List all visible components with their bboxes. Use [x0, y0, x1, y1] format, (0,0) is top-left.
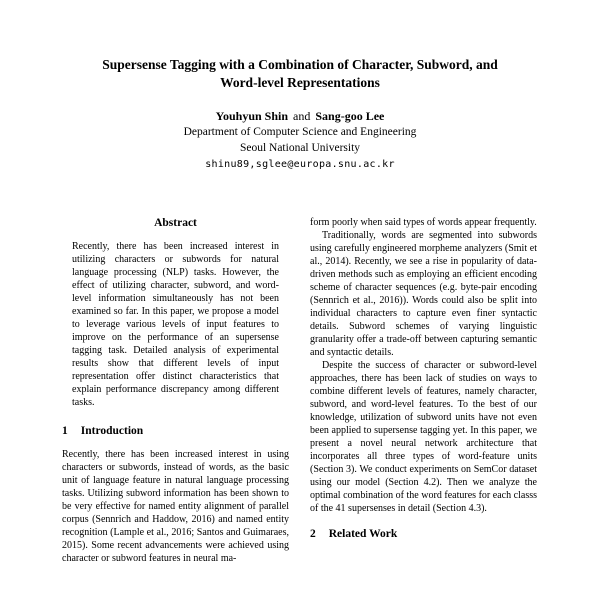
abstract-text: Recently, there has been increased interest in utilizing characters or subwords for natural language processing (NLP) tasks. However, the effect of utilizing character, subword, and word-level information simultaneously has not been examined so far. In this paper, we propose a model to leverage various levels of input features to improve on the performance of an supersense tagging task. Detailed analysis of experimental results show that different levels of input representation offer distinct characteristics that explain performance discrepancy among different tasks. [72, 240, 279, 408]
affiliation-university: Seoul National University [239, 142, 361, 155]
right-column [310, 216, 537, 565]
author-email: shinu89,sglee@europa.snu.ac.kr [205, 158, 395, 170]
paper-header [0, 0, 600, 170]
author-conjunction: and [293, 109, 311, 124]
intro-paragraph-1: Recently, there has been increased interest in using characters or subwords, instead of words, as the basic unit of language feature in natural language processing tasks. Utilizing subword information has been shown to be very effective for named entity alignment of parallel corpus (Sennrich and Haddow, 2016) and named entity recognition (Lample et al., 2016; Santos and Guimaraes, 2015). Some recent advancements were achieved using character or subword features in neural ma- [62, 448, 289, 564]
author-line [0, 109, 600, 124]
left-column [62, 216, 289, 565]
section-2-number: 2 [310, 527, 316, 540]
author-2: Sang-goo Lee [315, 109, 385, 124]
right-paragraph-1: form poorly when said types of words appear frequently. [310, 216, 537, 228]
section-2-heading [310, 527, 537, 542]
section-2-title: Related Work [328, 527, 398, 540]
two-column-body [0, 216, 600, 565]
section-1-title: Introduction [80, 424, 144, 437]
author-1: Youhyun Shin [215, 109, 289, 124]
paper-title: Supersense Tagging with a Combination of Character, Subword, and Word-level Representations [102, 57, 498, 91]
affiliation-department: Department of Computer Science and Engineering [183, 126, 417, 139]
right-paragraph-2: Traditionally, words are segmented into subwords using carefully engineered morpheme analyzers (Smit et al., 2014). Recently, we see a rise in popularity of data-driven methods such as employing an efficient encoding scheme of character sequences (e.g. byte-pair encoding (Sennrich et al., 2016)). Words could also be split into individual characters to capture even finer syntactic details. Subword schemes of varying linguistic granularity offer a trade-off between capturing semantic and syntactic details. [310, 229, 537, 358]
right-paragraph-3: Despite the success of character or subword-level approaches, there has been lack of studies on ways to combine different levels of features, namely character, subword, and word-level features. To the best of our knowledge, utilization of subword units have not even been applied to supersense tagging yet. In this paper, we present a novel neural network architecture that incorporates all three types of word-feature units (Section 3). We conduct experiments on SemCor dataset using our model (Section 4.2). Then we analyze the optimal combination of the word features for each classs of the 41 supersenses in detail (Section 4.3). [310, 359, 537, 514]
section-1-heading [62, 424, 289, 439]
section-1-number: 1 [62, 424, 68, 437]
abstract-heading: Abstract [154, 216, 197, 229]
